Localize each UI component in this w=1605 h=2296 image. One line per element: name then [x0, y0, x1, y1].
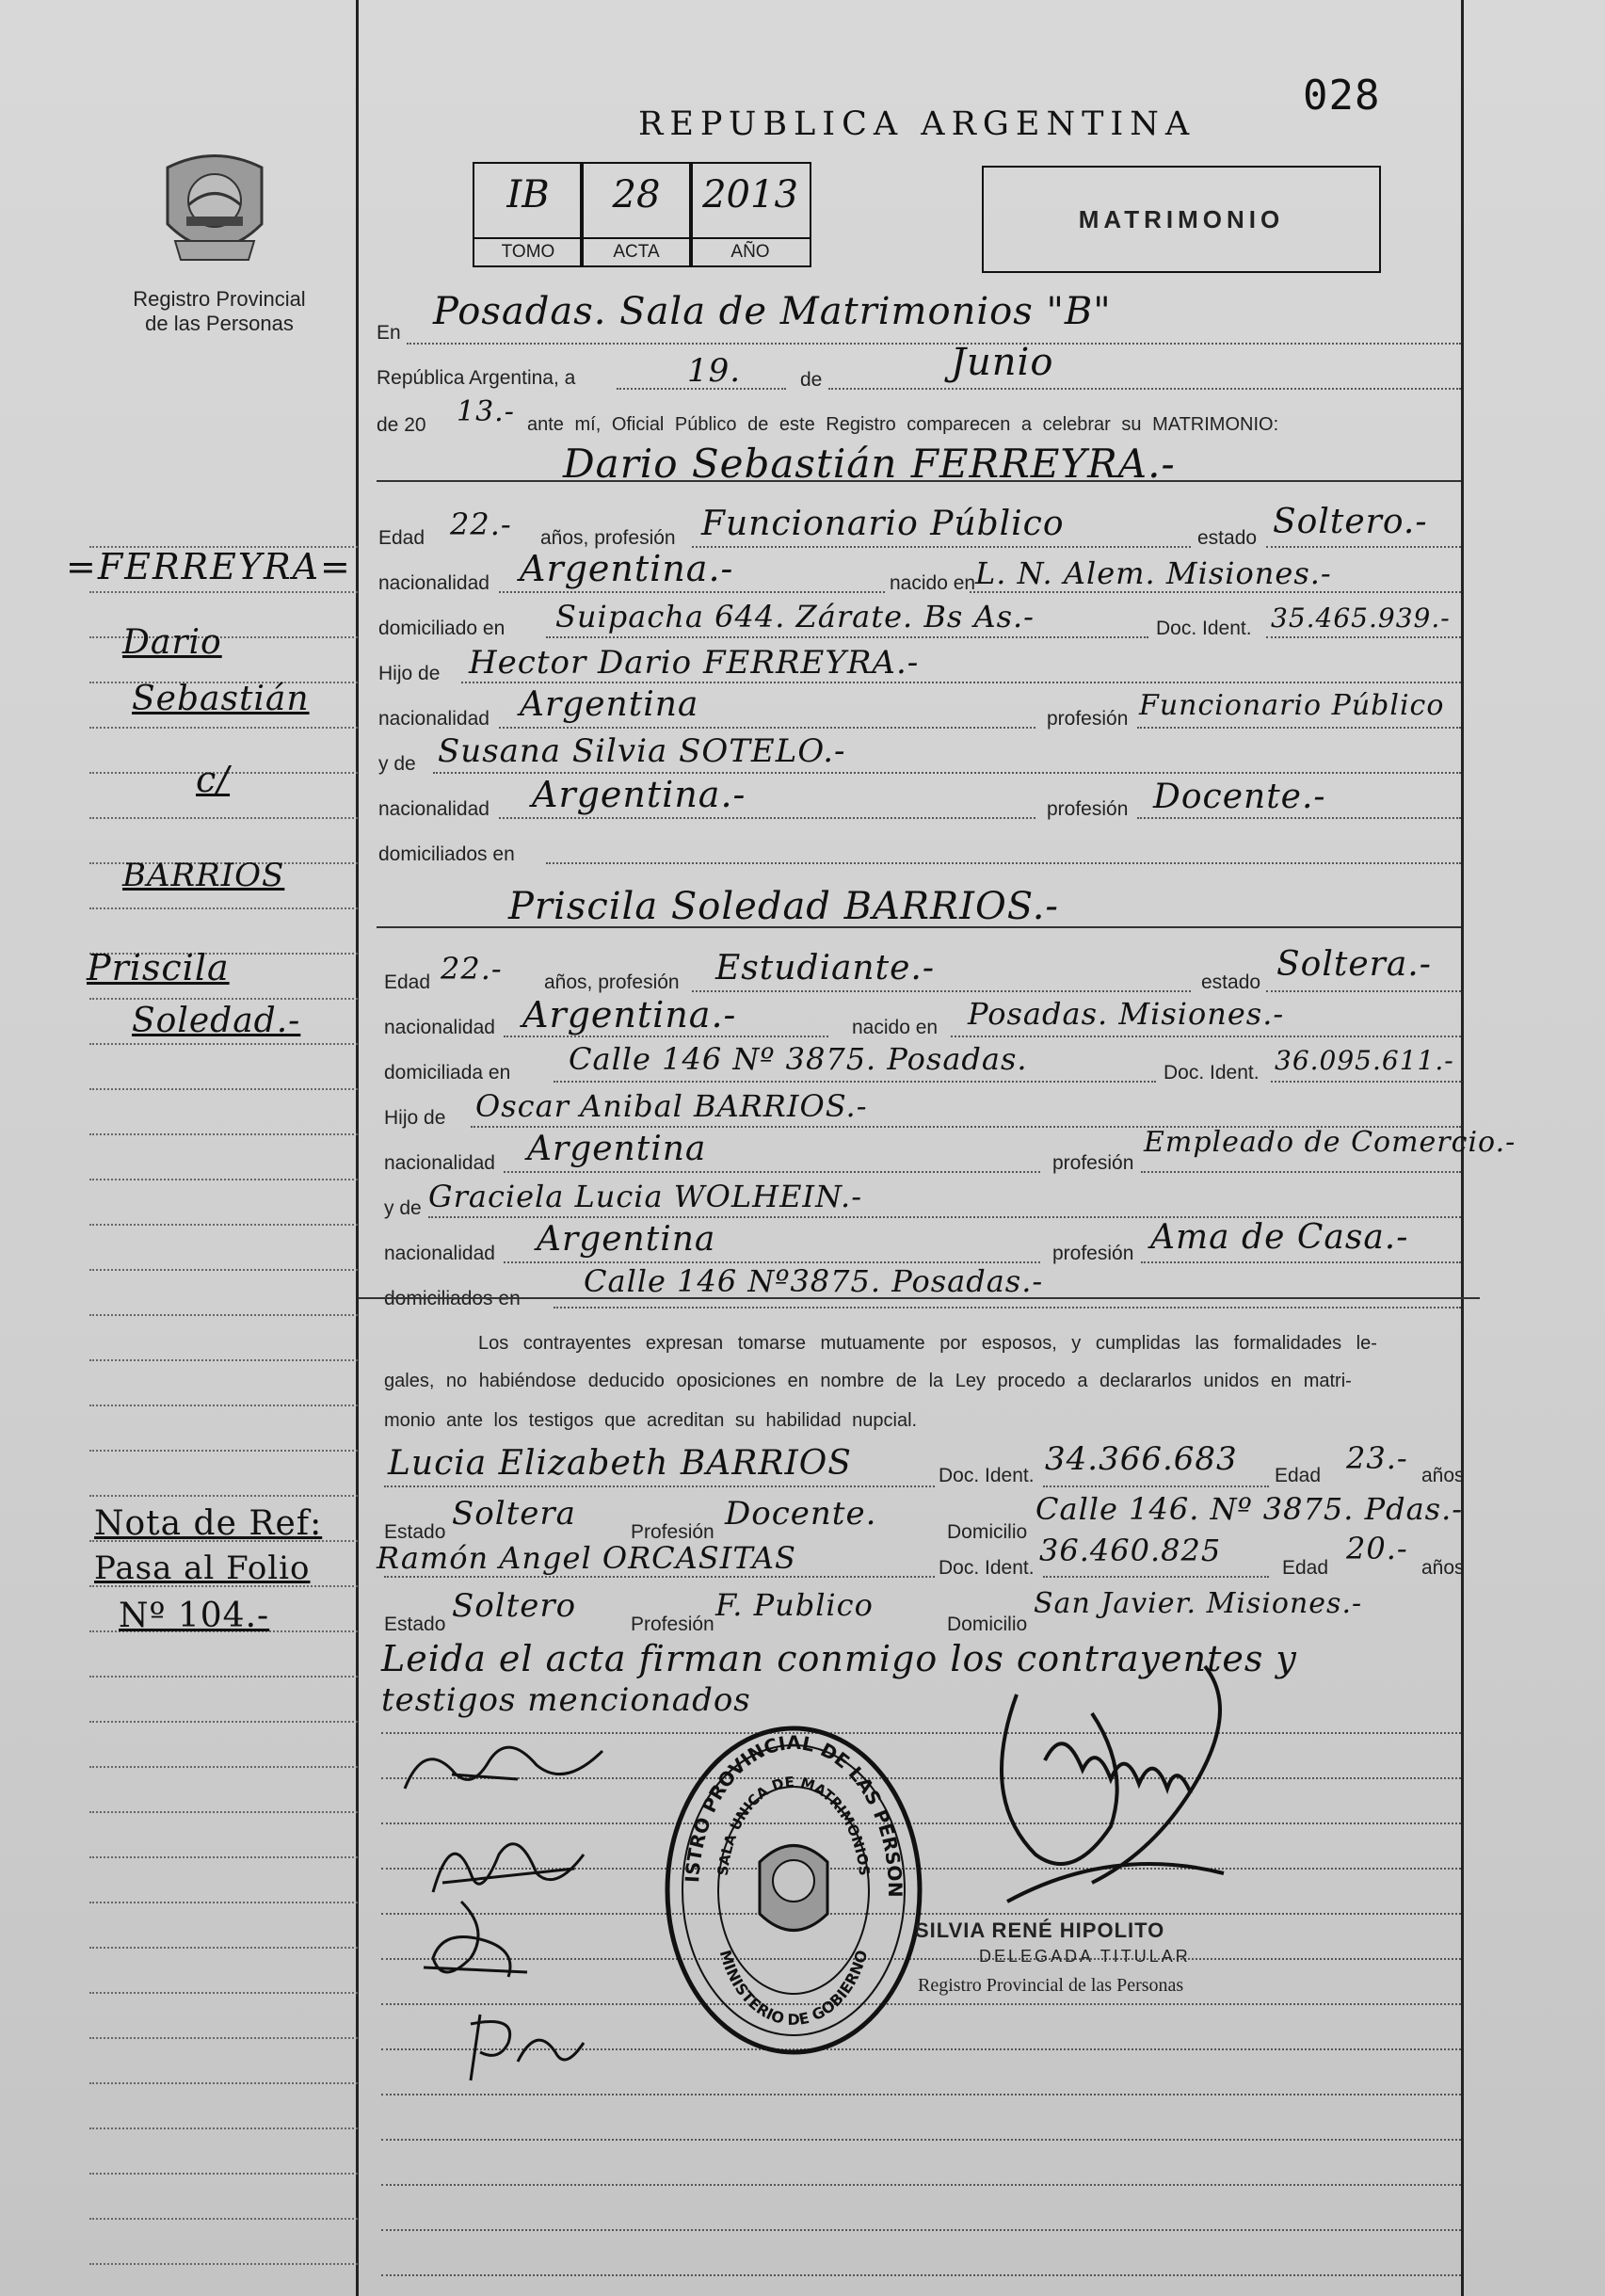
groom-father-line — [461, 682, 1461, 683]
margin-connector: c/ — [196, 759, 231, 800]
margin-note-3: Nº 104.- — [119, 1597, 270, 1635]
margin-ruled-line — [89, 817, 358, 819]
groom-address: Suipacha 644. Zárate. Bs As.- — [555, 599, 1035, 634]
groom-full-name: Dario Sebastián FERREYRA.- — [563, 441, 1176, 487]
closing-line-1: Leida el acta firman conmigo los contrayentes y — [381, 1638, 1297, 1679]
margin-ruled-line — [89, 1179, 358, 1180]
bride-edad-label: Edad — [384, 971, 431, 993]
bride-estado-label: estado — [1201, 971, 1261, 993]
bride-father-nationality-line — [504, 1171, 1040, 1173]
witness1-doc-label: Doc. Ident. — [939, 1465, 1035, 1486]
groom-nationality-line — [499, 591, 885, 593]
margin-surname-bride: BARRIOS — [122, 857, 285, 894]
witness1-name: Lucia Elizabeth BARRIOS — [388, 1444, 852, 1483]
bride-father-nacionalidad-label: nacionalidad — [384, 1152, 495, 1174]
declaration-line-3: monio ante los testigos que acreditan su habilidad nupcial. — [384, 1410, 918, 1431]
margin-name-bride-1: Priscila — [87, 947, 230, 988]
bride-mother: Graciela Lucia WOLHEIN.- — [428, 1179, 862, 1214]
margin-note-2: Pasa al Folio — [94, 1549, 311, 1587]
groom-mother: Susana Silvia SOTELO.- — [438, 732, 846, 770]
margin-ruled-line — [89, 1405, 358, 1406]
margin-ruled-line — [89, 1088, 358, 1090]
margin-name-bride-2: Soledad.- — [132, 1002, 301, 1040]
bride-mother-profession-line — [1141, 1261, 1461, 1263]
margin-ruled-line — [89, 2127, 358, 2129]
margin-ruled-line — [89, 998, 358, 1000]
witness1-domicilio-label: Domicilio — [947, 1521, 1028, 1543]
bride-address: Calle 146 Nº 3875. Posadas. — [569, 1041, 1028, 1077]
signature-ruled-line — [381, 2184, 1461, 2186]
margin-ruled-line — [89, 1269, 358, 1271]
margin-ruled-line — [89, 1133, 358, 1135]
acta-box — [580, 162, 693, 267]
margin-ruled-line — [89, 2218, 358, 2220]
bride-civil-status: Soltera.- — [1276, 945, 1432, 984]
month-value: Junio — [951, 341, 1054, 384]
bride-domiciliados-label: domiciliados en — [384, 1288, 521, 1309]
bride-doc-line — [1271, 1081, 1461, 1083]
witness1-address: Calle 146. Nº 3875. Pdas.- — [1035, 1491, 1464, 1527]
bride-birthplace-line — [951, 1036, 1461, 1037]
bride-mother-profesion-label: profesión — [1052, 1243, 1134, 1264]
seal-inner-text: SALA UNICA DE MATRIMONIOS — [714, 1773, 874, 1877]
groom-civil-status: Soltero.- — [1273, 503, 1428, 541]
tomo-value: IB — [506, 173, 550, 217]
margin-ruled-line — [89, 1676, 358, 1678]
margin-surname-groom: =FERREYRA= — [66, 546, 352, 587]
groom-father-profession-line — [1137, 727, 1461, 729]
margin-ruled-line — [89, 2037, 358, 2039]
margin-name-groom-1: Dario — [122, 623, 222, 662]
witness2-civil-status: Soltero — [452, 1587, 577, 1625]
provincial-coat-of-arms-logo — [158, 149, 271, 271]
de-label: de — [800, 369, 823, 391]
official-org: Registro Provincial de las Personas — [918, 1975, 1184, 1996]
place-line — [407, 343, 1461, 345]
year-suffix: 13.- — [457, 395, 515, 428]
margin-ruled-line — [89, 1450, 358, 1452]
groom-mother-profession-line — [1137, 817, 1461, 819]
groom-father-nationality: Argentina — [520, 685, 699, 724]
declaration-divider — [358, 1297, 1480, 1299]
witness2-name-line — [384, 1576, 935, 1578]
declaration-line-2: gales, no habiéndose deducido oposiciones en nombre de la Ley procedo a declararlos unidos en matri- — [384, 1371, 1352, 1391]
witness2-age: 20.- — [1346, 1531, 1408, 1566]
bride-nationality-line — [504, 1036, 828, 1037]
witness2-profession: F. Publico — [715, 1587, 874, 1623]
groom-mother-nationality: Argentina.- — [532, 774, 746, 815]
act-type-box — [982, 166, 1381, 273]
bride-yde-label: y de — [384, 1197, 422, 1219]
margin-ruled-line — [89, 1224, 358, 1226]
groom-status-line — [1266, 546, 1461, 548]
groom-nacido-label: nacido en — [890, 572, 976, 594]
margin-ruled-line — [89, 1811, 358, 1813]
margin-ruled-line — [89, 2173, 358, 2175]
republica-label: República Argentina, a — [377, 367, 576, 389]
groom-age: 22.- — [450, 506, 512, 542]
anio-box — [689, 162, 811, 267]
groom-hijo-label: Hijo de — [378, 663, 441, 684]
witness2-estado-label: Estado — [384, 1614, 446, 1635]
seal-outer-text: ISTRO PROVINCIAL DE LAS PERSON — [681, 1731, 907, 1898]
groom-doc-label: Doc. Ident. — [1156, 618, 1252, 639]
witness1-civil-status: Soltera — [452, 1495, 576, 1533]
witness2-profesion-label: Profesión — [631, 1614, 714, 1635]
groom-mother-nationality-line — [499, 817, 1035, 819]
margin-ruled-line — [89, 1314, 358, 1316]
groom-mother-profesion-label: profesión — [1047, 798, 1129, 820]
margin-ruled-line — [89, 1043, 358, 1045]
groom-estado-label: estado — [1197, 527, 1258, 549]
margin-note-1: Nota de Ref: — [94, 1504, 323, 1543]
groom-father-profession: Funcionario Público — [1139, 689, 1445, 722]
groom-domiciliados-label: domiciliados en — [378, 843, 515, 865]
act-type-label: MATRIMONIO — [1078, 205, 1285, 233]
witness1-signature — [405, 1892, 546, 2000]
acta-label: ACTA — [582, 237, 691, 265]
en-label: En — [377, 322, 401, 344]
witness1-name-line — [384, 1485, 935, 1487]
margin-ruled-line — [89, 727, 358, 729]
witness2-name: Ramón Angel ORCASITAS — [377, 1540, 796, 1576]
bride-full-name: Priscila Soledad BARRIOS.- — [508, 885, 1059, 928]
bride-address-line — [554, 1081, 1156, 1083]
tomo-box — [473, 162, 584, 267]
bride-status-line — [1266, 990, 1461, 992]
witness1-profesion-label: Profesión — [631, 1521, 714, 1543]
witness2-domicilio-label: Domicilio — [947, 1614, 1028, 1635]
day-value: 19. — [687, 352, 742, 390]
bride-parents-address-line — [554, 1307, 1461, 1309]
margin-ruled-line — [89, 1856, 358, 1858]
bride-father: Oscar Anibal BARRIOS.- — [475, 1088, 868, 1124]
bride-age: 22.- — [441, 951, 503, 987]
witness1-estado-label: Estado — [384, 1521, 446, 1543]
bride-anos-profesion-label: años, profesión — [544, 971, 680, 993]
witness2-doc-label: Doc. Ident. — [939, 1557, 1035, 1579]
groom-anos-profesion-label: años, profesión — [540, 527, 676, 549]
margin-ruled-line — [89, 1902, 358, 1903]
provincial-registry-round-seal — [661, 1721, 926, 2060]
anio-value: 2013 — [702, 173, 798, 217]
margin-ruled-line — [89, 2263, 358, 2265]
groom-parents-address-line — [546, 862, 1461, 864]
witness2-signature — [452, 2005, 602, 2095]
bride-doc-label: Doc. Ident. — [1164, 1062, 1260, 1084]
margin-ruled-line — [89, 1992, 358, 1994]
groom-signature — [395, 1723, 621, 1812]
bride-parents-address: Calle 146 Nº3875. Posadas.- — [584, 1263, 1044, 1299]
witness1-anos-label: años — [1421, 1465, 1465, 1486]
margin-ruled-line — [89, 1495, 358, 1497]
bride-nacido-label: nacido en — [852, 1017, 939, 1038]
groom-doc-line — [1266, 636, 1461, 638]
bride-father-nationality: Argentina — [527, 1130, 707, 1168]
groom-profession-line — [692, 546, 1191, 548]
registry-name: Registro Provincial de las Personas — [133, 287, 306, 335]
bride-mother-nacionalidad-label: nacionalidad — [384, 1243, 495, 1264]
margin-ruled-line — [89, 1766, 358, 1768]
groom-profession: Funcionario Público — [701, 505, 1065, 543]
witness1-profession: Docente. — [725, 1495, 877, 1533]
witness1-doc: 34.366.683 — [1045, 1440, 1238, 1478]
margin-divider — [356, 0, 359, 2296]
bride-mother-profession: Ama de Casa.- — [1150, 1218, 1409, 1257]
bride-doc-number: 36.095.611.- — [1275, 1045, 1454, 1076]
seal-bottom-text: MINISTERIO DE GOBIERNO — [715, 1948, 872, 2029]
bride-father-profession: Empleado de Comercio.- — [1144, 1126, 1517, 1159]
witness2-edad-label: Edad — [1282, 1557, 1329, 1579]
margin-ruled-line — [89, 591, 358, 593]
country-title: REPUBLICA ARGENTINA — [638, 105, 1196, 143]
bride-profession: Estudiante.- — [715, 949, 935, 987]
groom-father-nationality-line — [499, 727, 1035, 729]
witness1-doc-line — [1043, 1485, 1269, 1487]
tomo-label: TOMO — [474, 237, 582, 265]
groom-birthplace-line — [970, 591, 1461, 593]
acta-value: 28 — [612, 173, 661, 217]
bride-mother-nationality: Argentina — [537, 1220, 716, 1259]
bride-nationality: Argentina.- — [522, 994, 737, 1036]
witness2-doc-line — [1043, 1576, 1269, 1578]
place-value: Posadas. Sala de Matrimonios "B" — [433, 290, 1112, 333]
bride-birthplace: Posadas. Misiones.- — [968, 996, 1285, 1032]
groom-edad-label: Edad — [378, 527, 425, 549]
margin-ruled-line — [89, 2082, 358, 2084]
groom-domiciliado-label: domiciliado en — [378, 618, 506, 639]
groom-mother-profession: Docente.- — [1153, 778, 1326, 816]
bride-profession-line — [692, 990, 1191, 992]
witness2-anos-label: años — [1421, 1557, 1465, 1579]
signature-ruled-line — [381, 2139, 1461, 2141]
anio-label: AÑO — [691, 237, 810, 265]
margin-ruled-line — [89, 1359, 358, 1361]
month-line — [828, 388, 1461, 390]
margin-ruled-line — [89, 907, 358, 909]
margin-ruled-line — [89, 1947, 358, 1949]
witness1-edad-label: Edad — [1275, 1465, 1322, 1486]
groom-father-nacionalidad-label: nacionalidad — [378, 708, 490, 730]
margin-ruled-line — [89, 1721, 358, 1723]
official-signature — [923, 1657, 1261, 1944]
official-role: DELEGADA TITULAR — [979, 1947, 1191, 1966]
folio-number: 028 — [1303, 72, 1381, 120]
witness2-doc: 36.460.825 — [1039, 1533, 1222, 1568]
bride-nacionalidad-label: nacionalidad — [384, 1017, 495, 1038]
bride-hijo-label: Hijo de — [384, 1107, 446, 1129]
groom-father-profesion-label: profesión — [1047, 708, 1129, 730]
groom-doc-number: 35.465.939.- — [1271, 602, 1451, 634]
groom-father: Hector Dario FERREYRA.- — [469, 644, 920, 682]
bride-domiciliada-label: domiciliada en — [384, 1062, 511, 1084]
year-prefix: de 20 — [377, 414, 426, 436]
groom-yde-label: y de — [378, 753, 416, 775]
official-name: SILVIA RENÉ HIPOLITO — [915, 1919, 1165, 1942]
bride-father-profesion-label: profesión — [1052, 1152, 1134, 1174]
bride-father-profession-line — [1141, 1171, 1461, 1173]
signature-ruled-line — [381, 2274, 1461, 2276]
groom-nacionalidad-label: nacionalidad — [378, 572, 490, 594]
signature-ruled-line — [381, 2229, 1461, 2231]
witness1-age: 23.- — [1346, 1440, 1408, 1476]
closing-line-2: testigos mencionados — [381, 1681, 751, 1719]
margin-name-groom-2: Sebastián — [132, 680, 310, 718]
groom-birthplace: L. N. Alem. Misiones.- — [975, 555, 1332, 591]
statement: ante mí, Oficial Público de este Registro comparecen a celebrar su MATRIMONIO: — [527, 414, 1279, 435]
groom-address-line — [546, 636, 1148, 638]
witness2-address: San Javier. Misiones.- — [1034, 1587, 1363, 1620]
groom-mother-nacionalidad-label: nacionalidad — [378, 798, 490, 820]
declaration-line-1: Los contrayentes expresan tomarse mutuamente por esposos, y cumplidas las formalidades le- — [478, 1333, 1377, 1354]
groom-nationality: Argentina.- — [520, 548, 734, 589]
